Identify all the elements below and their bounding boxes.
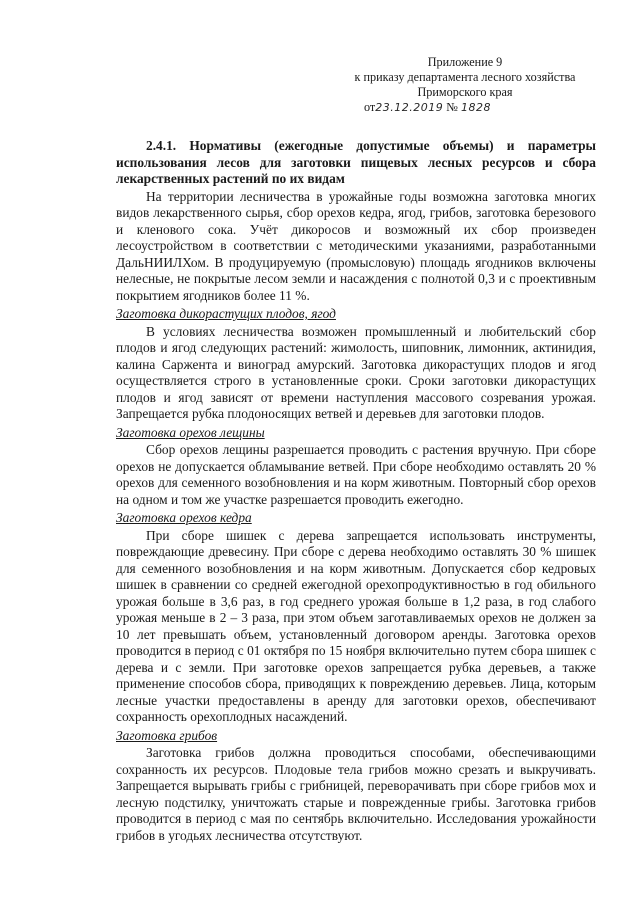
section-title-berries: Заготовка дикорастущих плодов, ягод: [116, 306, 336, 321]
intro-paragraph: На территории лесничества в урожайные годы возможна заготовка многих видов лекарственного сырья, сбор орехов кедра, ягод, грибов, заготовка березового и кленового сока. Учёт дикоросов и возможный их сбор произведен лесоустройством в соответствии с методическими указаниями, разработанными ДальНИИЛХом. В продуцируемую (промысловую) площадь ягодников включены нелесные, не покрытые лесом земли и насаждения с полнотой 0,3 и с проективным покрытием ягодников более 11 %.: [116, 188, 596, 303]
section-text-cedar-nuts: При сборе шишек с дерева запрещается использовать инструменты, повреждающие древесину. При сборе с дерева необходимо оставлять 30 % шишек для семенного возобновления и на корм животным. Допускается сбор кедровых шишек в сравнении со средней ежегодной орехопродуктивностью в год обильного урожая больше в 3,6 раз, в год среднего урожая больше в 1,2 раза, в год слабого урожая меньше в 2 – 3 раза, при этом объем заготавливаемых орехов не должен за 10 лет превышать объем, установленный договором аренды. Заготовка орехов проводится в период с 01 октября по 15 ноября включительно путем сбора шишек с дерева и с земли. При заготовке орехов запрещается рубка деревьев, а также применение способов сбора, приводящих к повреждению деревьев. Лица, которым лесные участки предоставлены в аренду для заготовки орехов, обеспечивают сохранность орехоплодных насаждений.: [116, 527, 596, 724]
section-berries: [116, 306, 596, 423]
date-prefix: от: [364, 100, 376, 114]
section-text-mushrooms: Заготовка грибов должна проводиться способами, обеспечивающими сохранность их ресурсов. Плодовые тела грибов можно срезать и выкручивать. Запрещается вырывать грибы с грибницей, переворачивать при сборе грибов мох и лесную подстилку, уничтожать старые и поврежденные грибы. Заготовка грибов проводится в период с мая по сентябрь включительно. Исследования урожайности грибов в угодьях лесничества отсутствуют.: [116, 745, 596, 843]
handwritten-number: 1828: [460, 101, 491, 114]
section-heading: 2.4.1. Нормативы (ежегодные допустимые объемы) и параметры использования лесов для заготовки пищевых лесных ресурсов и сбора лекарственных растений по их видам: [116, 138, 596, 186]
section-title-cedar-nuts: Заготовка орехов кедра: [116, 510, 252, 525]
section-title-hazelnuts: Заготовка орехов лещины: [116, 424, 265, 440]
document-body: [116, 138, 596, 844]
appendix-date-line: [330, 100, 600, 115]
section-text-berries: В условиях лесничества возможен промышленный и любительский сбор плодов и ягод следующих растений: жимолость, шиповник, лимонник, актинидия, калина Саржента и виноград амурский. Заготовка дикорастущих плодов и ягод осуществляется строго в установленные сроки. Сроки заготовки дикорастущих плодов и ягод зависят от времени наступления массового созревания урожая. Запрещается рубка плодоносящих ветвей и деревьев для заготовки плодов.: [116, 323, 596, 421]
number-prefix: №: [446, 100, 458, 114]
section-cedar-nuts: [116, 510, 596, 726]
handwritten-date: 23.12.2019: [375, 101, 444, 114]
appendix-order-line: к приказу департамента лесного хозяйства: [354, 70, 576, 84]
section-hazelnuts: [116, 425, 596, 509]
appendix-header: [330, 55, 600, 115]
appendix-title: Приложение 9: [427, 55, 503, 69]
section-mushrooms: [116, 728, 596, 845]
appendix-region-line: Приморского края: [417, 85, 513, 99]
section-text-hazelnuts: Сбор орехов лещины разрешается проводить с растения вручную. При сборе орехов не допускается обламывание ветвей. При сборе необходимо оставлять 20 % орехов для семенного возобновления и на корм животным. Повторный сбор орехов на одном и том же участке разрешается проводить ежегодно.: [116, 442, 596, 507]
section-title-mushrooms: Заготовка грибов: [116, 727, 218, 743]
